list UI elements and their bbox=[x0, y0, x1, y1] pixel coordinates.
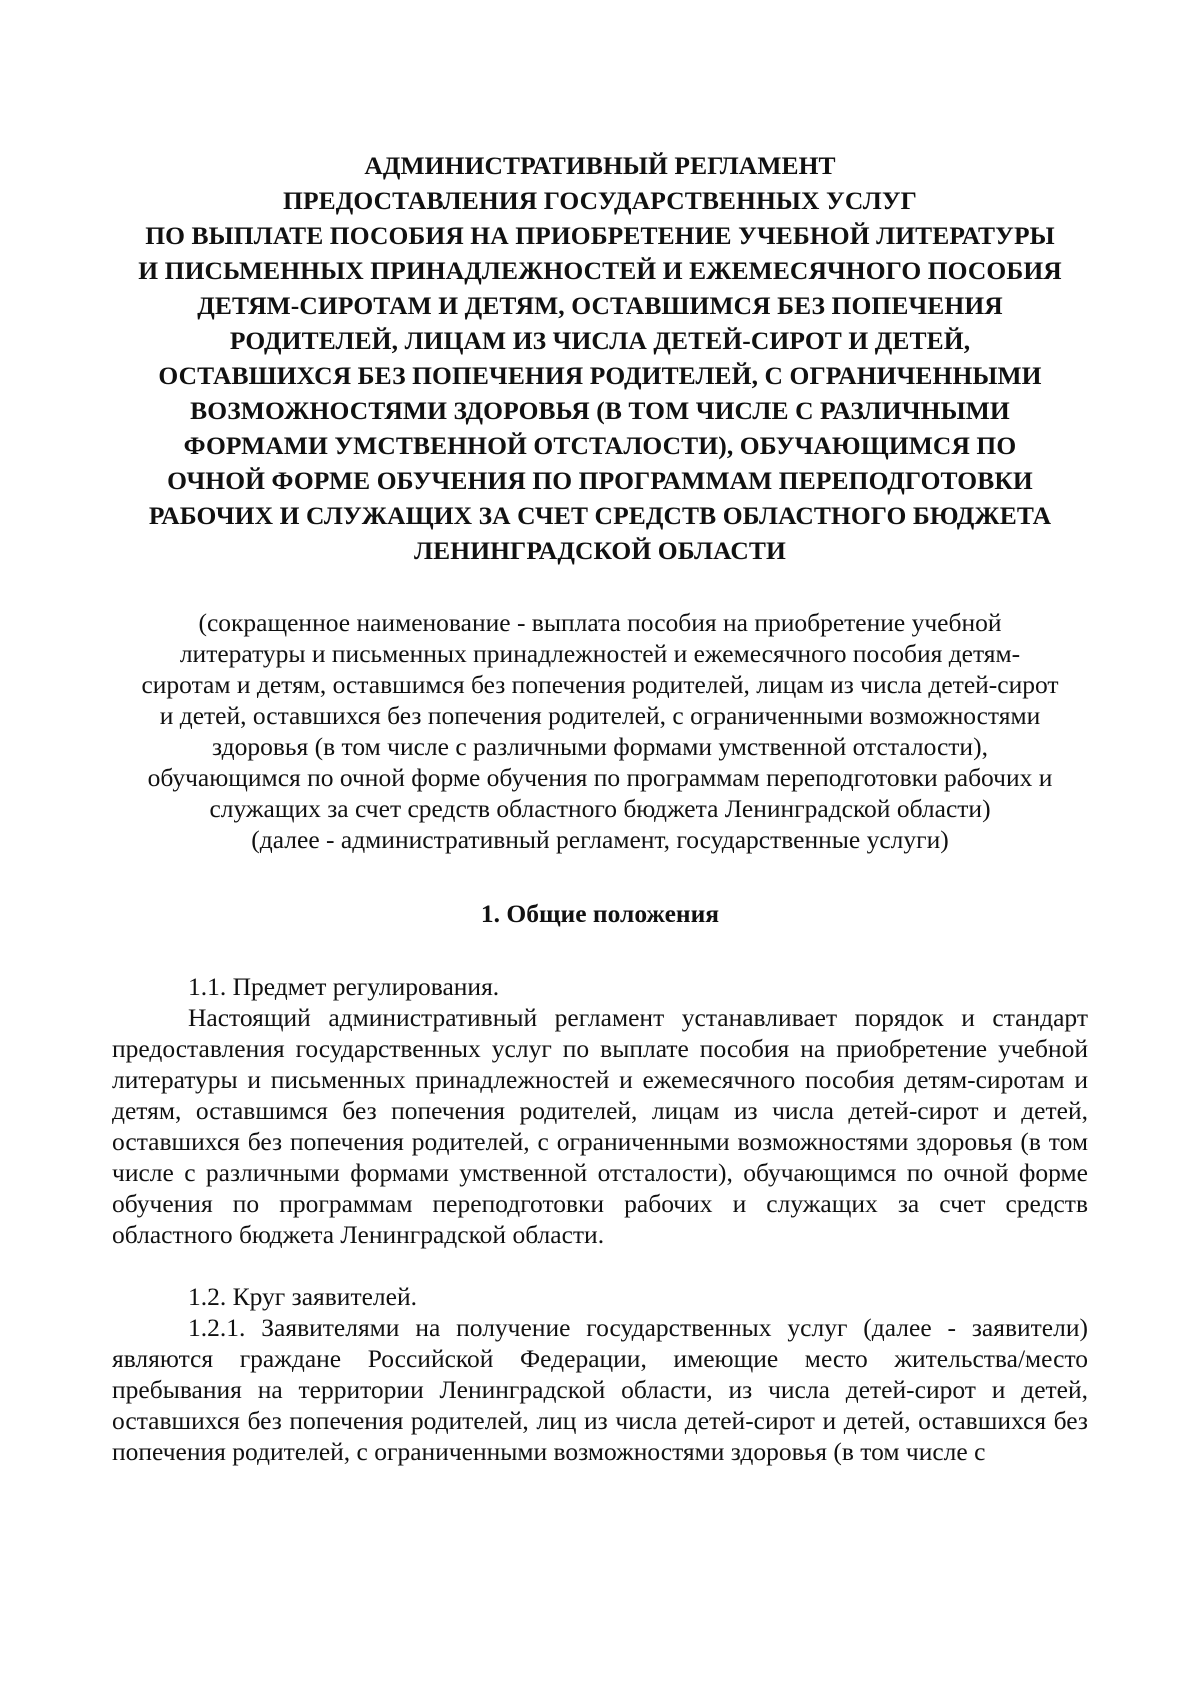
body-paragraph: 1.2.1. Заявителями на получение государственных услуг (далее - заявители) являются граждане Российской Федерации, имеющие место жительства/место пребывания на территории Ленинградской области, из числа детей-сирот и детей, оставшихся без попечения родителей, лиц из числа детей-сирот и детей, оставшихся без попечения родителей, с ограниченными возможностями здоровья (в том числе с bbox=[112, 1313, 1088, 1466]
title-line: ОСТАВШИХСЯ БЕЗ ПОПЕЧЕНИЯ РОДИТЕЛЕЙ, С ОГРАНИЧЕННЫМИ bbox=[158, 361, 1042, 390]
document-title bbox=[112, 148, 1088, 568]
title-line: ПРЕДОСТАВЛЕНИЯ ГОСУДАРСТВЕННЫХ УСЛУГ bbox=[283, 186, 917, 215]
title-line: ВОЗМОЖНОСТЯМИ ЗДОРОВЬЯ (В ТОМ ЧИСЛЕ С РАЗЛИЧНЫМИ bbox=[190, 396, 1010, 425]
subsection-heading: 1.2. Круг заявителей. bbox=[188, 1282, 417, 1311]
short-name-line: сиротам и детям, оставшимся без попечения родителей, лицам из числа детей-сирот bbox=[141, 670, 1059, 699]
title-line: ПО ВЫПЛАТЕ ПОСОБИЯ НА ПРИОБРЕТЕНИЕ УЧЕБНОЙ ЛИТЕРАТУРЫ bbox=[145, 221, 1055, 250]
short-name-line: обучающимся по очной форме обучения по программам переподготовки рабочих и bbox=[147, 763, 1053, 792]
short-name-line: литературы и письменных принадлежностей и ежемесячного пособия детям- bbox=[179, 639, 1021, 668]
title-line: РОДИТЕЛЕЙ, ЛИЦАМ ИЗ ЧИСЛА ДЕТЕЙ-СИРОТ И ДЕТЕЙ, bbox=[229, 326, 971, 355]
section-heading: 1. Общие положения bbox=[480, 899, 720, 928]
title-line: ДЕТЯМ-СИРОТАМ И ДЕТЯМ, ОСТАВШИМСЯ БЕЗ ПОПЕЧЕНИЯ bbox=[197, 291, 1003, 320]
short-name-block bbox=[112, 607, 1088, 855]
title-line: И ПИСЬМЕННЫХ ПРИНАДЛЕЖНОСТЕЙ И ЕЖЕМЕСЯЧНОГО ПОСОБИЯ bbox=[138, 256, 1062, 285]
body-paragraph: Настоящий административный регламент устанавливает порядок и стандарт предоставления государственных услуг по выплате пособия на приобретение учебной литературы и письменных принадлежностей и ежемесячного пособия детям-сиротам и детям, оставшимся без попечения родителей, лицам из числа детей-сирот и детей, оставшихся без попечения родителей, с ограниченными возможностями здоровья (в том числе с различными формами умственной отсталости), обучающимся по очной форме обучения по программам переподготовки рабочих и служащих за счет средств областного бюджета Ленинградской области. bbox=[112, 1003, 1088, 1249]
short-name-line: (сокращенное наименование - выплата пособия на приобретение учебной bbox=[198, 608, 1002, 637]
subsection-heading: 1.1. Предмет регулирования. bbox=[188, 972, 500, 1001]
title-line: ОЧНОЙ ФОРМЕ ОБУЧЕНИЯ ПО ПРОГРАММАМ ПЕРЕПОДГОТОВКИ bbox=[167, 466, 1033, 495]
short-name-line: служащих за счет средств областного бюджета Ленинградской области) bbox=[209, 794, 991, 823]
short-name-line: (далее - административный регламент, государственные услуги) bbox=[251, 825, 949, 854]
title-line: ЛЕНИНГРАДСКОЙ ОБЛАСТИ bbox=[414, 536, 786, 565]
title-line: АДМИНИСТРАТИВНЫЙ РЕГЛАМЕНТ bbox=[364, 151, 836, 180]
title-line: РАБОЧИХ И СЛУЖАЩИХ ЗА СЧЕТ СРЕДСТВ ОБЛАСТНОГО БЮДЖЕТА bbox=[148, 501, 1052, 530]
short-name-line: и детей, оставшихся без попечения родителей, с ограниченными возможностями bbox=[159, 701, 1041, 730]
title-line: ФОРМАМИ УМСТВЕННОЙ ОТСТАЛОСТИ), ОБУЧАЮЩИМСЯ ПО bbox=[183, 431, 1017, 460]
short-name-line: здоровья (в том числе с различными формами умственной отсталости), bbox=[212, 732, 988, 761]
